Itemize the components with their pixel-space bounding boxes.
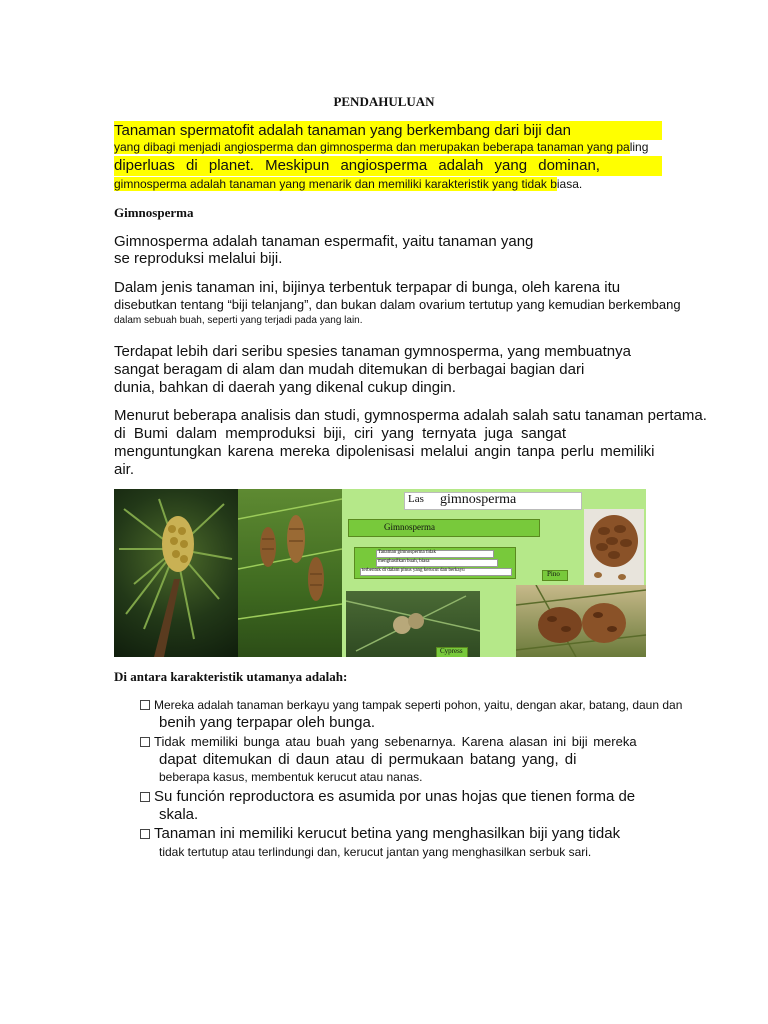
description-text-2: menghasilkan buah, biasa bbox=[378, 559, 430, 564]
intro-line-3 bbox=[114, 156, 662, 176]
bullet-box-icon bbox=[140, 700, 150, 710]
pine-cone-photo bbox=[584, 509, 644, 585]
bullet-1-text: Mereka adalah tanaman berkayu yang tampak seperti pohon, yaitu, dengan akar, batang, daun dan bbox=[154, 698, 683, 712]
intro-line-4 bbox=[114, 176, 582, 192]
section-heading-characteristics: Di antara karakteristik utamanya adalah: bbox=[114, 669, 348, 684]
paragraph-1-line-1: Gimnosperma adalah tanaman espermafit, yaitu tanaman yang bbox=[114, 233, 534, 250]
paragraph-2-line-3: dalam sebuah buah, seperti yang terjadi pada yang lain. bbox=[114, 315, 363, 326]
pino-label: Pino bbox=[547, 570, 560, 578]
page-title: PENDAHULUAN bbox=[333, 94, 435, 109]
bullet-3-line-2: skala. bbox=[159, 806, 199, 823]
bullet-2-line-3: beberapa kasus, membentuk kerucut atau nanas. bbox=[159, 770, 423, 784]
intro-line-4-tail: iasa. bbox=[556, 177, 583, 191]
bullet-4-text: Tanaman ini memiliki kerucut betina yang menghasilkan biji yang tidak bbox=[154, 825, 621, 842]
intro-line-1: Tanaman spermatofit adalah tanaman yang berkembang dari biji dan bbox=[114, 121, 662, 140]
paragraph-1-line-2: se reproduksi melalui biji. bbox=[114, 250, 283, 267]
paragraph-3-line-2: sangat beragam di alam dan mudah ditemukan di berbagai bagian dari bbox=[114, 361, 585, 378]
section-heading-gimnosperma: Gimnosperma bbox=[114, 205, 194, 220]
pine-needles-illustration bbox=[114, 489, 238, 657]
paragraph-4-line-1: Menurut beberapa analisis dan studi, gymnosperma adalah salah satu tanaman pertama. bbox=[114, 407, 707, 424]
intro-line-2-highlight: yang dibagi menjadi angiosperma dan gimnosperma dan merupakan beberapa tanaman yang pa bbox=[114, 140, 630, 154]
intro-line-4-highlight: gimnosperma adalah tanaman yang menarik dan memiliki karakteristik yang tidak b bbox=[114, 177, 557, 191]
bullet-4-line-1 bbox=[140, 825, 620, 842]
bullet-1-line-2: benih yang terpapar oleh bunga. bbox=[159, 714, 376, 731]
plant-image-collage bbox=[114, 489, 646, 657]
collage-title-prefix: Las bbox=[408, 493, 424, 505]
bullet-box-icon bbox=[140, 792, 150, 802]
bullet-4-line-2: tidak tertutup atau terlindungi dan, kerucut jantan yang menghasilkan serbuk sari. bbox=[159, 845, 592, 859]
paragraph-3-line-3: dunia, bahkan di daerah yang dikenal cukup dingin. bbox=[114, 379, 456, 396]
description-text-3: terbentuk di dalam pinus yang kerucut dan berkayu bbox=[362, 568, 465, 573]
paragraph-3-line-1: Terdapat lebih dari seribu spesies tanaman gymnosperma, yang membuatnya bbox=[114, 343, 631, 360]
pine-cone-illustration bbox=[584, 509, 644, 585]
large-pine-cones-photo bbox=[516, 585, 646, 657]
gimnosperma-label-panel bbox=[348, 519, 540, 537]
bullet-2-line-2: dapat ditemukan di daun atau di permukaan batang yang, di bbox=[159, 751, 577, 768]
bullet-2-line-1 bbox=[140, 734, 637, 749]
paragraph-4-line-2: di Bumi dalam memproduksi biji, ciri yang ternyata juga sangat bbox=[114, 425, 567, 442]
paragraph-4-line-4: air. bbox=[114, 461, 135, 478]
bullet-2-text: Tidak memiliki bunga atau buah yang sebenarnya. Karena alasan ini biji mereka bbox=[154, 734, 637, 749]
spruce-cones-illustration bbox=[238, 489, 342, 657]
spruce-cones-photo bbox=[238, 489, 342, 657]
bullet-3-line-1 bbox=[140, 788, 635, 805]
intro-line-2-tail: ling bbox=[629, 140, 649, 154]
paragraph-2-line-1: Dalam jenis tanaman ini, bijinya terbentuk terpapar di bunga, oleh karena itu bbox=[114, 279, 621, 296]
intro-line-2 bbox=[114, 139, 648, 155]
bullet-3-text: Su función reproductora es asumida por unas hojas que tienen forma de bbox=[154, 788, 636, 805]
cypress-label: Cypress bbox=[440, 647, 463, 655]
paragraph-2-line-2: disebutkan tentang “biji telanjang”, dan bukan dalam ovarium tertutup yang kemudian berkembang bbox=[114, 297, 681, 312]
gimnosperma-label: Gimnosperma bbox=[384, 522, 435, 532]
paragraph-4-line-3: menguntungkan karena mereka dipolenisasi melalui angin tanpa perlu memiliki bbox=[114, 443, 655, 460]
bullet-1-line-1 bbox=[140, 698, 682, 712]
description-text-1: Tanaman gimnosperma tidak bbox=[378, 550, 436, 555]
large-pine-cones-illustration bbox=[516, 585, 646, 657]
intro-line-3-text: diperluas di planet. Meskipun angiosperma adalah yang dominan, bbox=[114, 157, 600, 174]
collage-title: gimnosperma bbox=[440, 492, 517, 507]
bullet-box-icon bbox=[140, 829, 150, 839]
pine-pollen-cone-photo bbox=[114, 489, 238, 657]
bullet-box-icon bbox=[140, 737, 150, 747]
